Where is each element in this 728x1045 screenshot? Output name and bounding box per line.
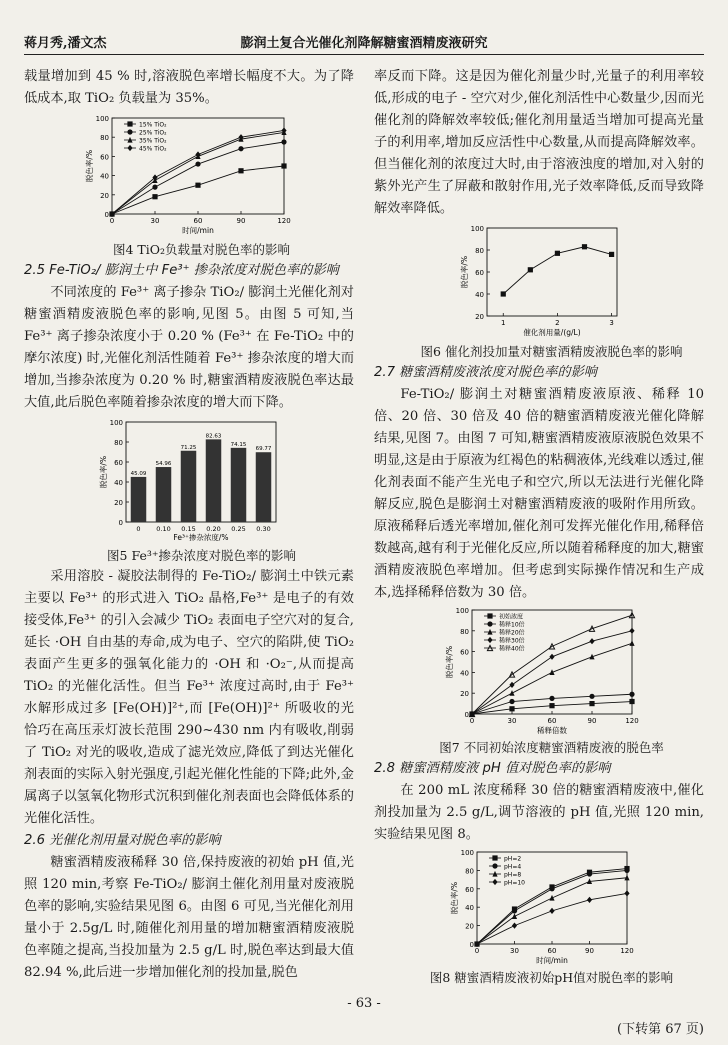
y-axis-label: 脱色率/% (85, 149, 94, 183)
y-tick-label: 100 (109, 419, 123, 427)
continued-note: (下转第 67 页) (617, 1022, 704, 1037)
x-tick-label: 90 (585, 947, 594, 955)
x-tick-label: 30 (150, 217, 160, 225)
data-point (609, 252, 614, 257)
data-point (152, 194, 157, 199)
y-tick-label: 0 (469, 941, 474, 949)
figure-8 (374, 848, 704, 968)
bar (206, 439, 222, 522)
x-tick-label: 0.10 (156, 525, 171, 533)
bar (156, 467, 172, 522)
running-header (24, 28, 704, 55)
x-tick-label: 0.30 (256, 525, 271, 533)
data-point (509, 699, 514, 704)
x-tick-label: 1 (501, 319, 506, 327)
legend-marker (487, 613, 492, 618)
x-tick-label: 60 (547, 717, 557, 725)
fig6-caption: 图6 催化剂投加量对糖蜜酒精废液脱色率的影响 (420, 344, 683, 359)
data-point (549, 703, 554, 708)
section-2-6-title: 2.6 光催化剂用量对脱色率的影响 (24, 833, 221, 848)
legend-marker (127, 145, 132, 151)
data-point (238, 146, 243, 151)
y-tick-label: 60 (475, 269, 484, 277)
y-tick-label: 40 (460, 669, 469, 678)
header-title: 膨润土复合光催化剂降解糖蜜酒精废液研究 (240, 36, 488, 51)
legend-label: 初始浓度 (499, 613, 524, 621)
data-point (512, 923, 517, 929)
y-tick-label: 40 (475, 291, 484, 299)
data-point (195, 161, 200, 166)
fig5-caption: 图5 Fe³⁺掺杂浓度对脱色率的影响 (107, 548, 296, 563)
fig4-chart (64, 112, 314, 240)
data-point (512, 913, 517, 919)
data-point (528, 267, 533, 272)
data-point (629, 640, 634, 646)
y-axis-label: 脱色率/% (460, 255, 469, 289)
x-tick-label: 120 (277, 217, 291, 225)
y-tick-label: 60 (465, 885, 474, 894)
y-tick-label: 20 (114, 499, 123, 507)
legend-label: pH=10 (504, 879, 525, 887)
legend-label: 稀释20倍 (499, 629, 525, 637)
data-point (555, 251, 560, 256)
x-tick-label: 120 (620, 947, 634, 955)
data-point (238, 168, 243, 173)
data-point (549, 895, 554, 901)
paragraph: 载量增加到 45 % 时,溶液脱色率增长幅度不大。为了降低成本,取 TiO₂ 负载量为 35%。 (24, 69, 354, 106)
x-axis-label: 稀释倍数 (537, 726, 567, 735)
y-tick-label: 0 (464, 711, 469, 719)
bar-value-label: 69.77 (255, 446, 272, 453)
data-point (624, 890, 629, 896)
legend-label: pH=2 (504, 855, 522, 863)
x-tick-label: 60 (547, 947, 557, 955)
y-tick-label: 20 (460, 690, 469, 699)
bar (231, 448, 247, 522)
series-line (112, 129, 284, 214)
fig5-chart (74, 416, 304, 546)
y-tick-label: 60 (460, 648, 469, 657)
legend-label: pH=4 (504, 863, 522, 871)
data-point (549, 654, 554, 660)
y-tick-label: 40 (465, 904, 474, 913)
legend-marker (127, 121, 132, 126)
legend-marker (492, 863, 497, 868)
bar-value-label: 71.25 (180, 444, 197, 451)
section-2-5-body: 不同浓度的 Fe³⁺ 离子掺杂 TiO₂/ 膨润土光催化剂对糖蜜酒精废液脱色率的影响,见图 5。由图 5 可知,当 Fe³⁺ 离子掺杂浓度小于 0.20 % (Fe³⁺ 在 Fe-TiO₂ 中的摩尔浓度) 时,光催化剂活性随着 Fe³⁺ 掺杂浓度的增大而增加,当掺杂浓度为 0.20 % 时,糖蜜酒精废液脱色率达最大值,此后脱色率随着掺杂浓度的增大而下降。 (24, 285, 354, 410)
data-point (195, 151, 200, 157)
section-2-7-title: 2.7 糖蜜酒精废液浓度对脱色率的影响 (374, 365, 597, 380)
x-axis-label: 催化剂用量/(g/L) (523, 328, 581, 337)
y-tick-label: 100 (455, 607, 469, 615)
right-column (374, 66, 704, 988)
x-tick-label: 60 (193, 217, 203, 225)
bar-value-label: 82.63 (205, 433, 222, 440)
y-tick-label: 80 (475, 247, 484, 255)
data-point (281, 139, 286, 144)
header-authors: 蒋月秀,潘文杰 (24, 36, 107, 51)
bar-value-label: 74.15 (230, 441, 247, 448)
data-point (152, 185, 157, 190)
legend-marker (492, 879, 497, 885)
data-point (587, 871, 592, 876)
bar-value-label: 54.96 (155, 461, 172, 468)
paragraph: 率反而下降。这是因为催化剂量少时,光量子的利用率较低,形成的电子 - 空穴对少,催化剂活性中心数量少,因而光催化剂的降解效率较低;催化剂用量适当增加可提高光量子的利用率,增加反应活性中心数量,从而提高降解效率。但当催化剂的浓度过大时,由于溶液浊度的增加,对入射的紫外光产生了屏蔽和散射作用,光子效率降低,反而导致降解效率降低。 (374, 69, 704, 216)
legend-marker (492, 855, 497, 860)
data-point (509, 690, 514, 696)
data-point (629, 692, 634, 697)
y-tick-label: 80 (460, 627, 469, 636)
bar-value-label: 45.09 (130, 470, 147, 477)
data-point (501, 291, 506, 296)
bar (181, 451, 197, 522)
paragraph: 采用溶胶 - 凝胶法制得的 Fe-TiO₂/ 膨润土中铁元素主要以 Fe³⁺ 的形式进入 TiO₂ 晶格,Fe³⁺ 是电子的有效接受体,Fe³⁺ 的引入会减少 TiO₂ 表面电子空穴对的复合,延长 ·OH 自由基的寿命,成为电子、空穴的陷阱,使 TiO₂ 表面产生更多的强氧化能力的 ·OH 和 ·O₂⁻,从而提高 TiO₂ 的光催化活性。但当 Fe³⁺ 浓度过高时,由于 Fe³⁺ 水解形成过多 [Fe(OH)]²⁺,而 [Fe(OH)]²⁺ 所吸收的光恰巧在高压汞灯波长范围 290~430 nm 内有吸收,削弱了 TiO₂ 对光的吸收,造成了滤光效应,降低了到达光催化剂表面的实际入射光强度,引起光催化性能的下降;此外,金属离子以氢氧化物形式沉积到催化剂表面也会降低体系的光催化活性。 (24, 569, 354, 826)
y-tick-label: 0 (104, 211, 109, 219)
fig4-caption: 图4 TiO₂负载量对脱色率的影响 (112, 242, 291, 257)
x-tick-label: 30 (507, 717, 517, 725)
y-tick-label: 60 (114, 459, 123, 467)
y-tick-label: 100 (95, 115, 109, 123)
data-point (509, 706, 514, 711)
data-point (629, 699, 634, 704)
legend-label: 稀释10倍 (499, 621, 525, 629)
series-line (477, 893, 627, 944)
data-point (195, 183, 200, 188)
y-tick-label: 100 (470, 225, 484, 233)
x-tick-label: 3 (609, 319, 614, 327)
fig7-caption: 图7 不同初始浓度糖蜜酒精废液的脱色率 (439, 740, 664, 755)
x-tick-label: 0 (469, 717, 475, 725)
plot-frame (487, 228, 617, 316)
fig8-chart (429, 848, 649, 968)
x-tick-label: 0 (109, 217, 115, 225)
section-2-5-title: 2.5 Fe-TiO₂/ 膨润土中 Fe³⁺ 掺杂浓度对脱色率的影响 (24, 263, 339, 278)
x-axis-label: 时间/min (536, 956, 568, 965)
legend-label: 15% TiO₂ (139, 121, 167, 129)
y-tick-label: 80 (114, 439, 123, 447)
section-2-8-title: 2.8 糖蜜酒精废液 pH 值对脱色率的影响 (374, 761, 611, 776)
series-line (112, 166, 284, 214)
y-tick-label: 80 (100, 134, 109, 143)
legend-label: 稀释30倍 (499, 637, 525, 645)
x-tick-label: 2 (555, 319, 560, 327)
x-tick-label: 0 (474, 947, 480, 955)
data-point (589, 638, 594, 644)
x-tick-label: 0 (136, 525, 141, 533)
y-tick-label: 0 (118, 519, 123, 527)
x-tick-label: 90 (587, 717, 597, 725)
figure-6 (374, 222, 704, 342)
fig7-chart (424, 606, 654, 738)
legend-label: pH=8 (504, 871, 522, 879)
bar (131, 477, 147, 522)
x-tick-label: 0.25 (231, 525, 246, 533)
data-point (549, 886, 554, 891)
section-2-7-body: Fe-TiO₂/ 膨润土对糖蜜酒精废液原液、稀释 10 倍、20 倍、30 倍及 40 倍的糖蜜酒精废液光催化降解结果,见图 7。由图 7 可知,糖蜜酒精废液原液脱色效果不明显,这是由于原液为红褐色的粘稠液体,光线难以透过,催化剂表面不能产生光电子和空穴,所以无法进行光催化降解反应,脱色是膨润土对糖蜜酒精废液的吸附作用所致。原液稀释后透光率增加,催化剂可发挥光催化作用,稀释倍数越高,越有利于光催化反应,所以随着稀释度的加大,糖蜜酒精废液脱色率增加。但考虑到实际操作情况和生产成本,选择稀释倍数为 30 倍。 (374, 387, 704, 600)
legend-label: 稀释40倍 (499, 645, 525, 653)
plot-frame (126, 422, 276, 522)
y-axis-label: 脱色率/% (99, 455, 108, 489)
data-point (549, 908, 554, 914)
legend-marker (127, 129, 132, 134)
x-tick-label: 0.20 (206, 525, 221, 533)
x-tick-label: 90 (236, 217, 246, 225)
figure-4 (24, 112, 354, 240)
legend-label: 45% TiO₂ (139, 145, 167, 153)
x-tick-label: 120 (625, 717, 639, 725)
figure-7 (374, 606, 704, 738)
section-2-8-body: 在 200 mL 浓度稀释 30 倍的糖蜜酒精废液中,催化剂投加量为 2.5 g/L,调节溶液的 pH 值,光照 120 min,实验结果见图 8。 (374, 783, 704, 842)
legend-marker (487, 621, 492, 626)
x-axis-label: 时间/min (182, 226, 214, 235)
data-point (629, 628, 634, 634)
page-number: - 63 - (347, 996, 381, 1011)
x-axis-label: Fe³⁺掺杂浓度/% (173, 533, 229, 542)
data-point (509, 682, 514, 688)
y-tick-label: 100 (460, 849, 474, 857)
y-tick-label: 60 (100, 153, 109, 162)
y-tick-label: 40 (100, 172, 109, 181)
series-line (112, 130, 284, 214)
data-point (589, 694, 594, 699)
legend-label: 35% TiO₂ (139, 137, 167, 145)
y-tick-label: 20 (465, 922, 474, 931)
bar (256, 452, 272, 522)
fig8-caption: 图8 糖蜜酒精废液初始pH值对脱色率的影响 (429, 970, 674, 985)
left-column (24, 66, 354, 984)
y-tick-label: 80 (465, 867, 474, 876)
figure-5 (24, 416, 354, 546)
y-tick-label: 20 (475, 313, 484, 321)
data-point (587, 897, 592, 903)
x-tick-label: 0.15 (181, 525, 196, 533)
y-axis-label: 脱色率/% (445, 645, 454, 679)
data-point (582, 244, 587, 249)
data-point (549, 696, 554, 701)
data-point (624, 868, 629, 873)
y-tick-label: 40 (114, 479, 123, 487)
legend-label: 25% TiO₂ (139, 129, 167, 137)
fig6-chart (439, 222, 639, 342)
data-point (589, 701, 594, 706)
legend-marker (487, 637, 492, 643)
data-point (281, 163, 286, 168)
y-tick-label: 20 (100, 191, 109, 200)
y-axis-label: 脱色率/% (450, 881, 459, 915)
section-2-6-body: 糖蜜酒精废液稀释 30 倍,保持废液的初始 pH 值,光照 120 min,考察 Fe-TiO₂/ 膨润土催化剂用量对废液脱色率的影响,实验结果见图 6。由图 6 可见,当光催化剂用量小于 2.5g/L 时,随催化剂用量的增加糖蜜酒精废液脱色率随之提高,当投加量为 2.5 g/L 时,脱色率达到最大值 82.94 %,此后进一步增加催化剂的投加量,脱色 (24, 855, 354, 980)
data-point (512, 908, 517, 913)
x-tick-label: 30 (510, 947, 519, 955)
